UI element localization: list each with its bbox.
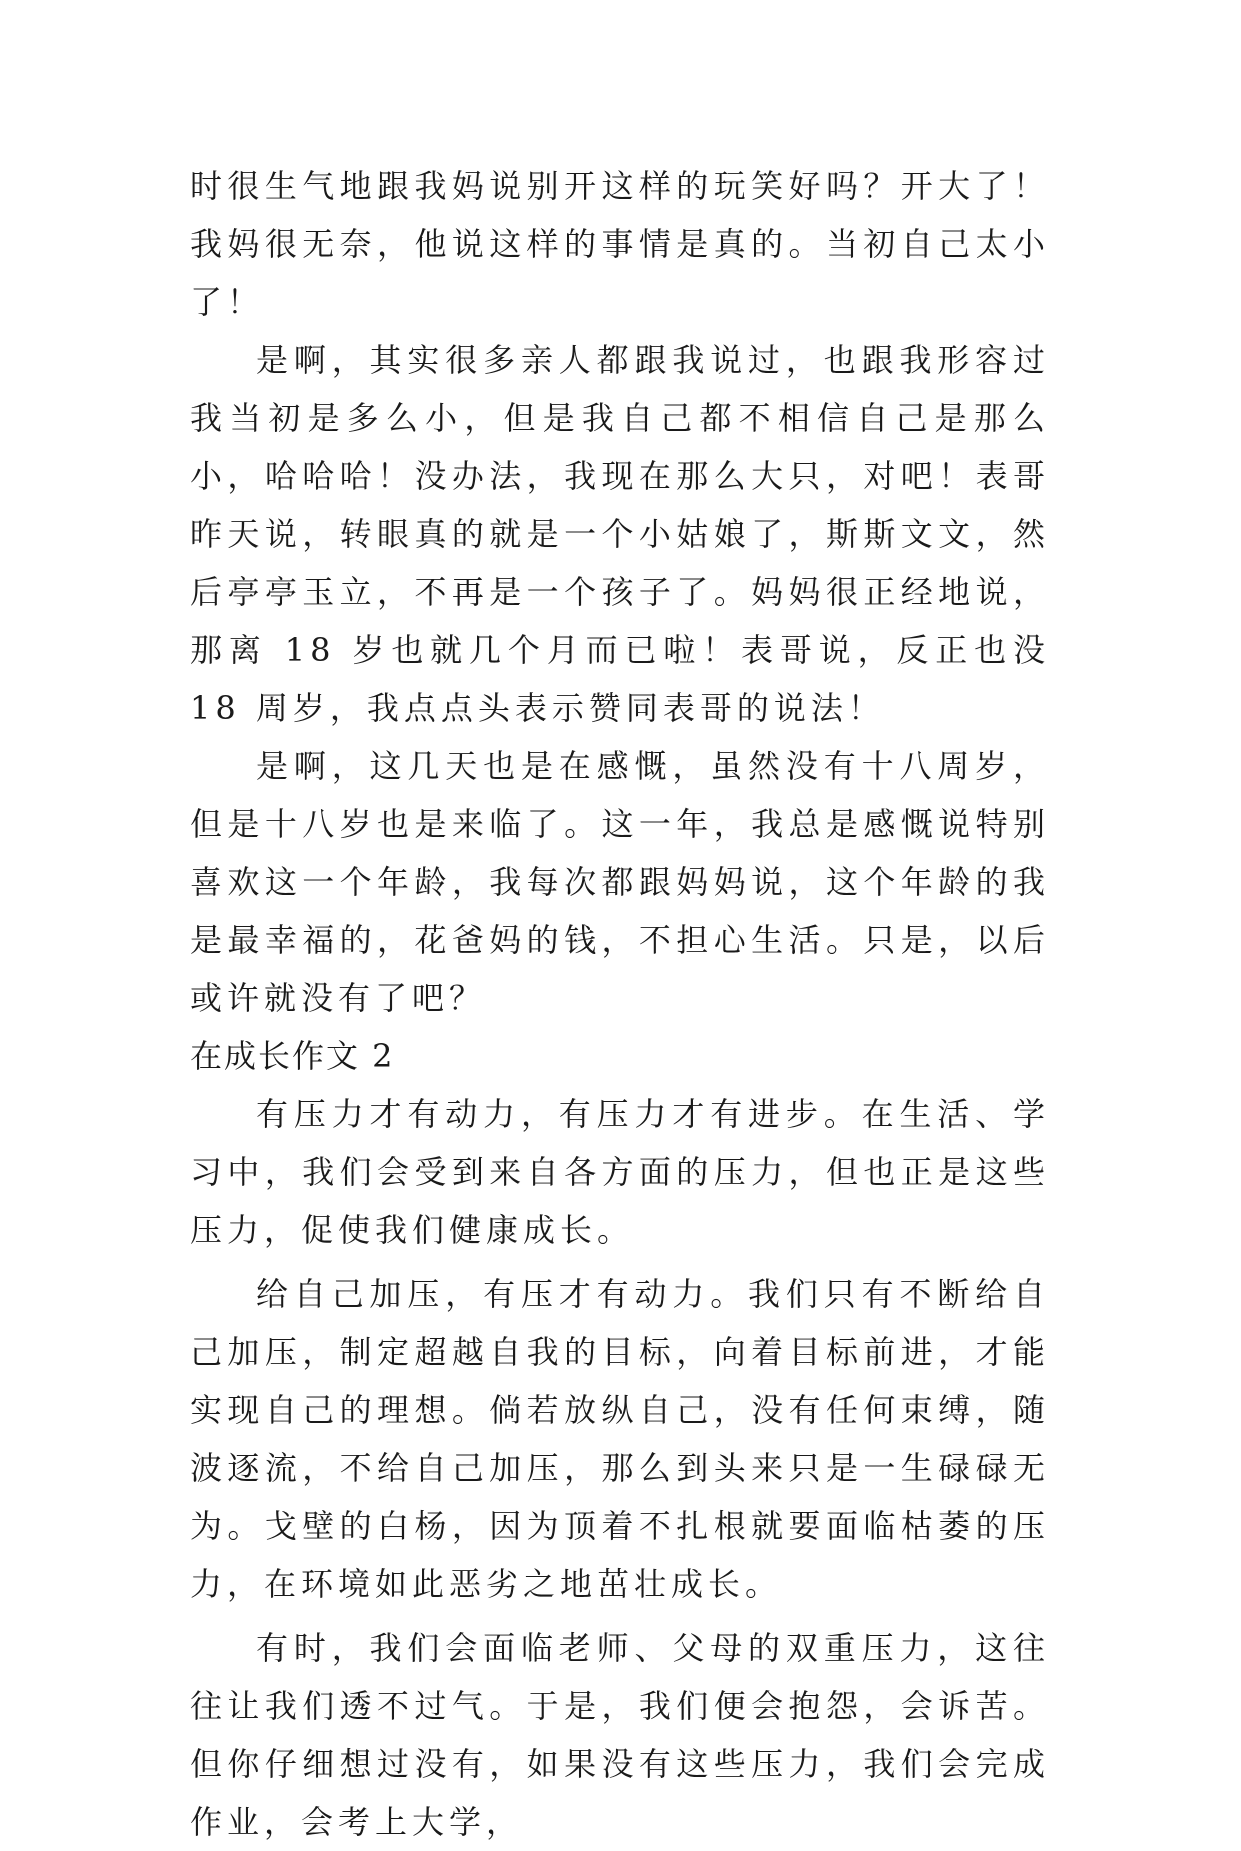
paragraph-relatives: 是啊，其实很多亲人都跟我说过，也跟我形容过我当初是多么小，但是我自己都不相信自己是那么小，哈哈哈！没办法，我现在那么大只，对吧！表哥昨天说，转眼真的就是一个小姑娘了，斯斯文文，然后亭亭玉立，不再是一个孩子了。妈妈很正经地说，那离 18 岁也就几个月而已啦！表哥说，反正也没 18 周岁，我点点头表示赞同表哥的说法！ [190, 341, 1050, 727]
paragraph-eighteen: 是啊，这几天也是在感慨，虽然没有十八周岁，但是十八岁也是来临了。这一年，我总是感慨说特别喜欢这一个年龄，我每次都跟妈妈说，这个年龄的我是最幸福的，花爸妈的钱，不担心生活。只是，以后或许就没有了吧？ [190, 747, 1050, 1017]
section-title: 在成长作文 2 [190, 1037, 395, 1075]
paragraph-self-pressure: 给自己加压，有压才有动力。我们只有不断给自己加压，制定超越自我的目标，向着目标前进，才能实现自己的理想。倘若放纵自己，没有任何束缚，随波逐流，不给自己加压，那么到头来只是一生碌碌无为。戈壁的白杨，因为顶着不扎根就要面临枯萎的压力，在环境如此恶劣之地茁壮成长。 [190, 1275, 1050, 1603]
paragraph-parents-pressure: 有时，我们会面临老师、父母的双重压力，这往往让我们透不过气。于是，我们便会抱怨，会诉苦。但你仔细想过没有，如果没有这些压力，我们会完成作业，会考上大学， [190, 1629, 1050, 1841]
paragraph-continuation: 时很生气地跟我妈说别开这样的玩笑好吗？开大了！我妈很无奈，他说这样的事情是真的。当初自己太小了！ [190, 167, 1050, 321]
paragraph-pressure-intro: 有压力才有动力，有压力才有进步。在生活、学习中，我们会受到来自各方面的压力，但也正是这些压力，促使我们健康成长。 [190, 1095, 1050, 1249]
document-body [190, 157, 1050, 1851]
